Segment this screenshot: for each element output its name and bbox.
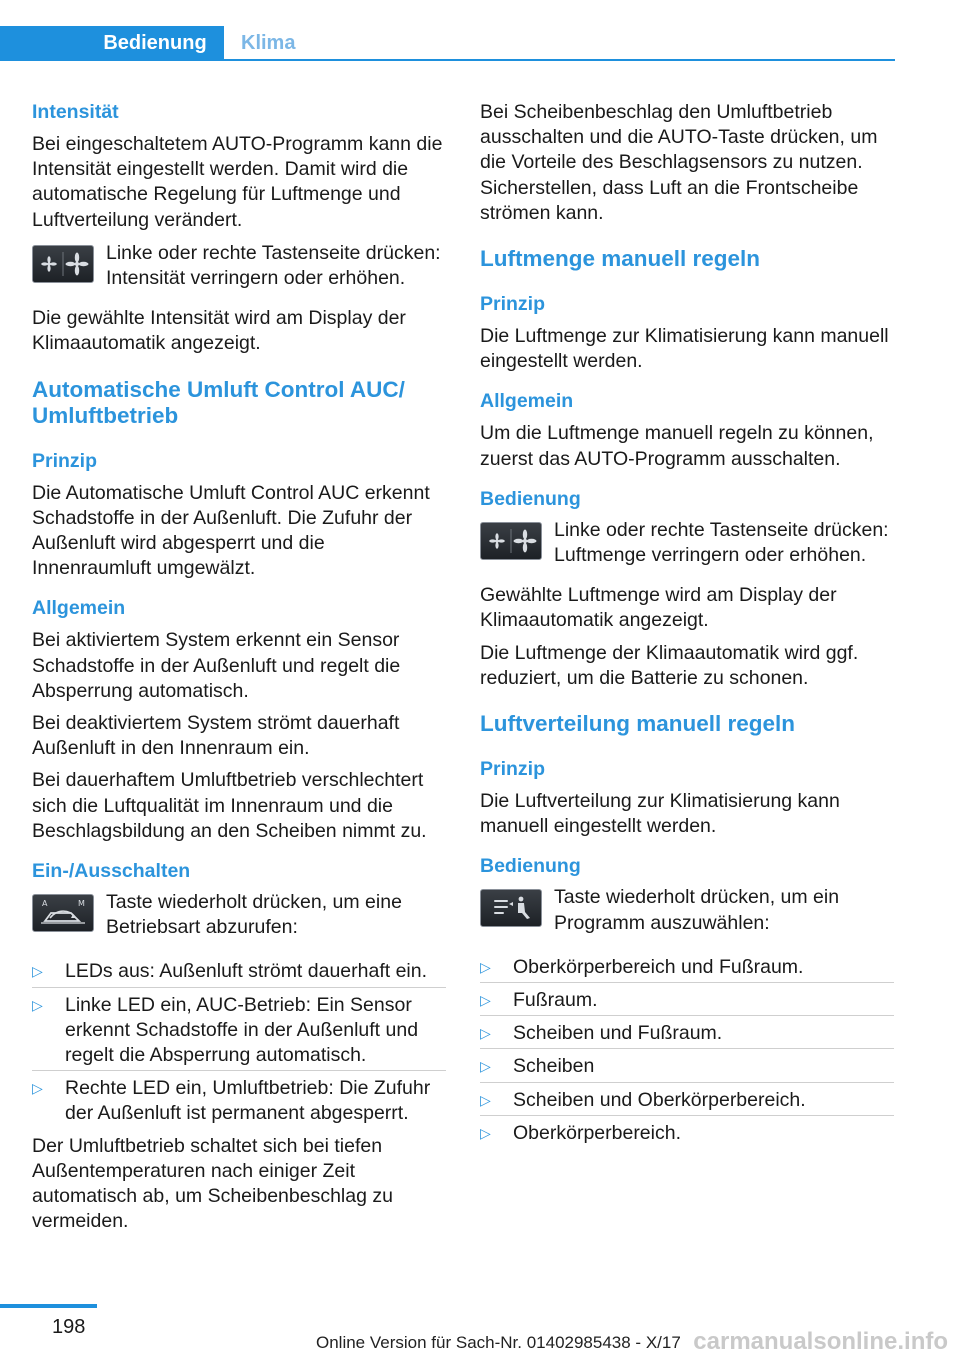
paragraph-intro: Bei Scheibenbeschlag den Umluftbetrieb ausschalten und die AUTO-Taste drücken, um die Vorteile des Beschlagsensors zu nutzen. Sicherstellen, dass Luft an die Frontscheibe strömen kann. <box>480 101 878 224</box>
list-item: ▷ Scheiben und Fußraum. <box>480 1015 894 1048</box>
list-item: ▷ Oberkörperbereich und Fußraum. <box>480 955 804 978</box>
paragraph-intensitaet: Bei eingeschaltetem AUTO-Programm kann die Intensität eingestellt werden. Damit wird die automatische Regelung für Luftmenge und Luftverteilung verändert. <box>32 133 443 231</box>
list-item: ▷ Fußraum. <box>480 982 894 1015</box>
paragraph-bedienung-icon: Linke oder rechte Tastenseite drücken: Luftmenge verringern oder erhöhen. <box>554 518 889 567</box>
triangle-bullet-icon: ▷ <box>480 1124 491 1141</box>
page-number: 198 <box>52 1316 86 1338</box>
section-title-bedienung: Bedienung <box>480 487 581 510</box>
list-auc-modes <box>32 954 446 1128</box>
svg-text:M: M <box>78 899 85 909</box>
section-title-einaus: Ein-/Ausschalten <box>32 860 191 883</box>
tab-bedienung[interactable]: Bedienung <box>0 26 224 61</box>
paragraph-einaus-icon: Taste wiederholt drücken, um eine Betriebsart abzurufen: <box>106 891 402 939</box>
left-column <box>32 100 446 1235</box>
paragraph-intensitaet-icon: Linke oder rechte Tastenseite drücken: Intensität verringern oder erhöhen. <box>106 241 441 290</box>
section-title-prinzip-luftverteilung: Prinzip <box>480 758 546 781</box>
paragraph-allgemein-3: Bei dauerhaftem Umluftbetrieb verschlechtert sich die Luftqualität im Innenraum und die Beschlagsbildung an den Scheiben nimmt zu. <box>32 769 427 842</box>
section-title-allgemein-luftmenge: Allgemein <box>480 390 574 413</box>
triangle-bullet-icon: ▷ <box>480 1091 491 1108</box>
triangle-bullet-icon: ▷ <box>32 1080 43 1097</box>
paragraph-prinzip: Die Automatische Umluft Control AUC erkennt Schadstoffe in der Außenluft. Die Zufuhr der Außenluft wird abgesperrt und die Innenraumluft umgewälzt. <box>32 481 430 580</box>
triangle-bullet-icon: ▷ <box>480 1025 491 1042</box>
section-title-allgemein: Allgemein <box>32 597 126 620</box>
paragraph-luftmenge-display: Gewählte Luftmenge wird am Display der Klimaautomatik angezeigt. <box>480 584 837 632</box>
paragraph-allgemein-luftmenge: Um die Luftmenge manuell regeln zu können, zuerst das AUTO-Programm ausschalten. <box>480 422 874 470</box>
icon-paragraph-intensitaet <box>32 241 446 291</box>
paragraph-allgemein-2: Bei deaktiviertem System strömt dauerhaft Außenluft in den Innenraum ein. <box>32 712 400 760</box>
paragraph-allgemein-1: Bei aktiviertem System erkennt ein Sensor Schadstoffe in der Außenluft und regelt die Absperrung automatisch. <box>32 629 401 702</box>
triangle-bullet-icon: ▷ <box>32 963 43 980</box>
fan-button-icon <box>480 522 542 560</box>
chapter-header <box>0 26 895 61</box>
triangle-bullet-icon: ▷ <box>480 992 491 1009</box>
heading-luftmenge: Luftmenge manuell regeln <box>480 246 761 272</box>
triangle-bullet-icon: ▷ <box>480 958 491 975</box>
header-divider <box>0 59 895 61</box>
list-item: ▷ Linke LED ein, AUC-Betrieb: Ein Sensor erkennt Schadstoffe in der Außenluft und regelt die Absperrung automatisch. <box>32 987 446 1071</box>
paragraph-closing: Der Umluftbetrieb schaltet sich bei tiefen Außentemperaturen nach einiger Zeit automatisch ab, um Scheibenbeschlag zu vermeiden. <box>32 1134 393 1233</box>
paragraph-prinzip-luftmenge: Die Luftmenge zur Klimatisierung kann manuell eingestellt werden. <box>480 325 889 373</box>
heading-auc: Automatische Umluft Control AUC/ Umluftbetrieb <box>32 376 405 428</box>
icon-paragraph-luftverteilung <box>480 885 894 935</box>
section-title-prinzip: Prinzip <box>32 449 98 472</box>
list-item: ▷ Rechte LED ein, Umluftbetrieb: Die Zufuhr der Außenluft ist permanent abgesperrt. <box>32 1070 446 1128</box>
triangle-bullet-icon: ▷ <box>480 1058 491 1075</box>
tab-klima[interactable]: Klima <box>241 32 296 54</box>
paragraph-luftverteilung-icon: Taste wiederholt drücken, um ein Programm auszuwählen: <box>554 886 840 934</box>
list-item: ▷ Scheiben und Oberkörperbereich. <box>480 1082 894 1115</box>
right-column <box>480 100 894 1148</box>
watermark: carmanualsonline.info <box>693 1328 948 1355</box>
list-item: ▷ Scheiben <box>480 1048 894 1081</box>
paragraph-prinzip-luftverteilung: Die Luftverteilung zur Klimatisierung kann manuell eingestellt werden. <box>480 790 840 838</box>
triangle-bullet-icon: ▷ <box>32 996 43 1013</box>
fan-button-icon <box>32 245 94 283</box>
list-item: ▷ LEDs aus: Außenluft strömt dauerhaft ein. <box>32 960 428 983</box>
online-version-note: Online Version für Sach-Nr. 01402985438 - X/17 <box>316 1333 681 1352</box>
paragraph-luftmenge-battery: Die Luftmenge der Klimaautomatik wird ggf. reduziert, um die Batterie zu schonen. <box>480 641 859 689</box>
icon-paragraph-bedienung <box>480 518 894 568</box>
section-title-bedienung-luftverteilung: Bedienung <box>480 855 581 878</box>
recirculation-button-icon <box>32 894 94 932</box>
heading-luftverteilung: Luftverteilung manuell regeln <box>480 711 796 737</box>
section-title-prinzip-luftmenge: Prinzip <box>480 293 546 316</box>
paragraph-intensitaet-display: Die gewählte Intensität wird am Display der Klimaautomatik angezeigt. <box>32 307 406 355</box>
footer-accent-line <box>0 1304 97 1308</box>
air-distribution-button-icon <box>480 889 542 927</box>
svg-text:A: A <box>42 899 48 909</box>
list-air-distribution <box>480 950 894 1148</box>
section-title-intensitaet: Intensität <box>32 101 119 123</box>
icon-paragraph-einaus <box>32 890 446 940</box>
list-item: ▷ Oberkörperbereich. <box>480 1115 894 1148</box>
